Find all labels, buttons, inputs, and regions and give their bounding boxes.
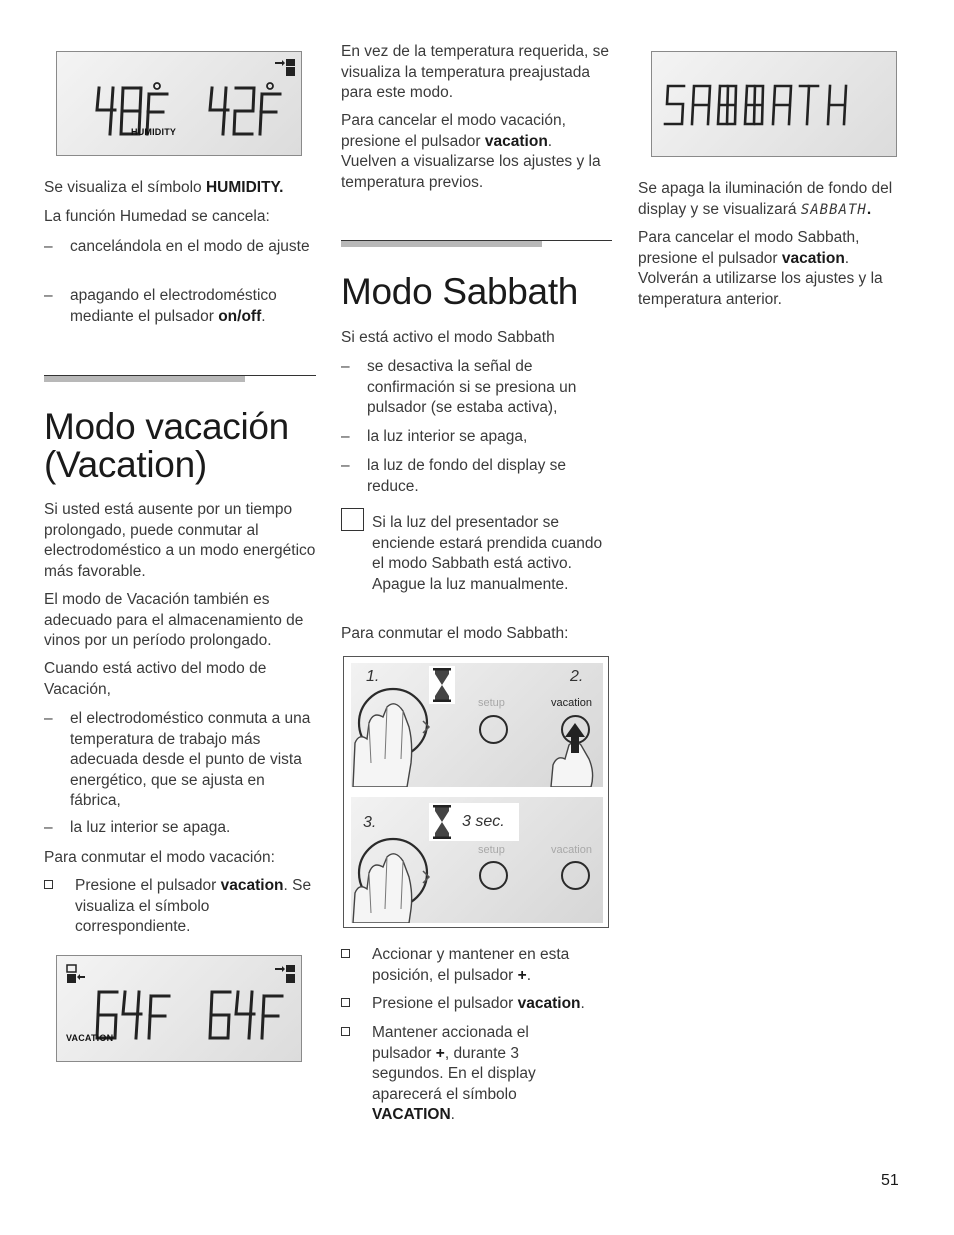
- p-switch-sabbath: Para conmutar el modo Sabbath:: [341, 625, 569, 642]
- setup-label: setup: [478, 697, 505, 709]
- hand-hold-plus-icon: [351, 797, 603, 923]
- p-cancel-sabbath: Para cancelar el modo Sabbath, presione el pulsador vacation. Volverán a utilizarse los ajustes y la temperatura anterior.: [638, 229, 883, 308]
- vacation-label: VACATION: [66, 1033, 114, 1043]
- door-open-icon: [67, 965, 85, 983]
- checkbox-icon: [341, 949, 350, 958]
- list-item: – la luz interior se apaga,: [341, 428, 528, 445]
- sabbath-figure: [343, 656, 609, 928]
- checklist-item: Presione el pulsador vacation. Se visualiza el símbolo correspondiente.: [44, 876, 315, 938]
- checklist-item: Accionar y mantener en esta posición, el pulsador +.: [341, 945, 622, 986]
- step-2-label: 2.: [570, 668, 584, 685]
- note-box-icon: [341, 508, 364, 531]
- figure-panel-top: [351, 663, 603, 787]
- setup-label: setup: [478, 844, 505, 856]
- checklist-item: Presione el pulsador vacation.: [341, 994, 632, 1015]
- heading-sabbath: Modo Sabbath: [341, 271, 579, 312]
- humidity-label: HUMIDITY: [131, 127, 177, 137]
- humidity-readout-segments: [57, 52, 303, 157]
- list-item: – el electrodoméstico conmuta a una temperatura de trabajo más adecuada desde el punto de vista energético, que se ajusta en fábrica,: [44, 710, 311, 809]
- checkbox-icon: [44, 880, 53, 889]
- lcd-sabbath-display: [651, 51, 897, 157]
- door-arrow-icon: [275, 965, 295, 983]
- sabbath-lcd-glyph: SABBATH: [800, 201, 867, 218]
- step-1-label: 1.: [366, 668, 380, 685]
- step-3-label: 3.: [363, 814, 377, 831]
- section-rule: [44, 375, 316, 376]
- p-backlight-off: Se apaga la iluminación de fondo del display y se visualizará SABBATH.: [638, 180, 893, 218]
- section-rule: [341, 240, 612, 241]
- heading-vacation: Modo vacación (Vacation): [44, 406, 289, 485]
- p-wine: El modo de Vacación también es adecuado para el almacenamiento de vinos por un período prolongado.: [44, 591, 304, 649]
- p-sabbath-active: Si está activo el modo Sabbath: [341, 329, 555, 346]
- p-vacation-active: Cuando está activo del modo de Vacación,: [44, 660, 267, 698]
- p-away: Si usted está ausente por un tiempo prolongado, puede conmutar al electrodoméstico a un modo energético más favorable.: [44, 501, 316, 580]
- section-rule-accent: [44, 375, 245, 382]
- p-switch-vacation: Para conmutar el modo vacación:: [44, 849, 275, 866]
- list-item: – se desactiva la señal de confirmación si se presiona un pulsador (se estaba activa),: [341, 358, 577, 416]
- figure-panel-bottom: [351, 797, 603, 923]
- checkbox-icon: [341, 998, 350, 1007]
- list-item: – cancelándola en el modo de ajuste: [44, 238, 310, 255]
- list-item: – la luz de fondo del display se reduce.: [341, 457, 567, 495]
- lcd-vacation-display: [56, 955, 302, 1062]
- p-humidity-cancel: La función Humedad se cancela:: [44, 208, 270, 225]
- p-cancel-vacation: Para cancelar el modo vacación, presione el pulsador vacation. Vuelven a visualizarse los ajustes y la temperatura previos.: [341, 112, 601, 191]
- door-arrow-icon: [275, 59, 295, 76]
- vacation-label: vacation: [551, 697, 592, 709]
- list-item: – la luz interior se apaga.: [44, 819, 231, 836]
- p-humidity-shown: Se visualiza el símbolo HUMIDITY.: [44, 179, 284, 196]
- section-rule-accent: [341, 240, 542, 247]
- p-preset-temperature: En vez de la temperatura requerida, se visualiza la temperatura preajustada para este modo.: [341, 43, 609, 101]
- p-note: Si la luz del presentador se enciende estará prendida cuando el modo Sabbath está activo. Apague la luz manualmente.: [372, 514, 603, 593]
- vacation-label: vacation: [551, 844, 592, 856]
- checkbox-icon: [341, 1027, 350, 1036]
- lcd-humidity-display: [56, 51, 302, 156]
- sabbath-readout-segments: [652, 52, 898, 158]
- checklist-item: Mantener accionada el pulsador +, durante 3 segundos. En el display aparecerá el símbolo VACATION.: [341, 1023, 572, 1126]
- vacation-readout-segments: [57, 956, 303, 1063]
- page-number: 51: [881, 1172, 899, 1189]
- hand-press-plus-icon: [351, 663, 603, 787]
- duration-label: 3 sec.: [462, 813, 505, 830]
- list-item: – apagando el electrodoméstico mediante el pulsador on/off.: [44, 287, 277, 325]
